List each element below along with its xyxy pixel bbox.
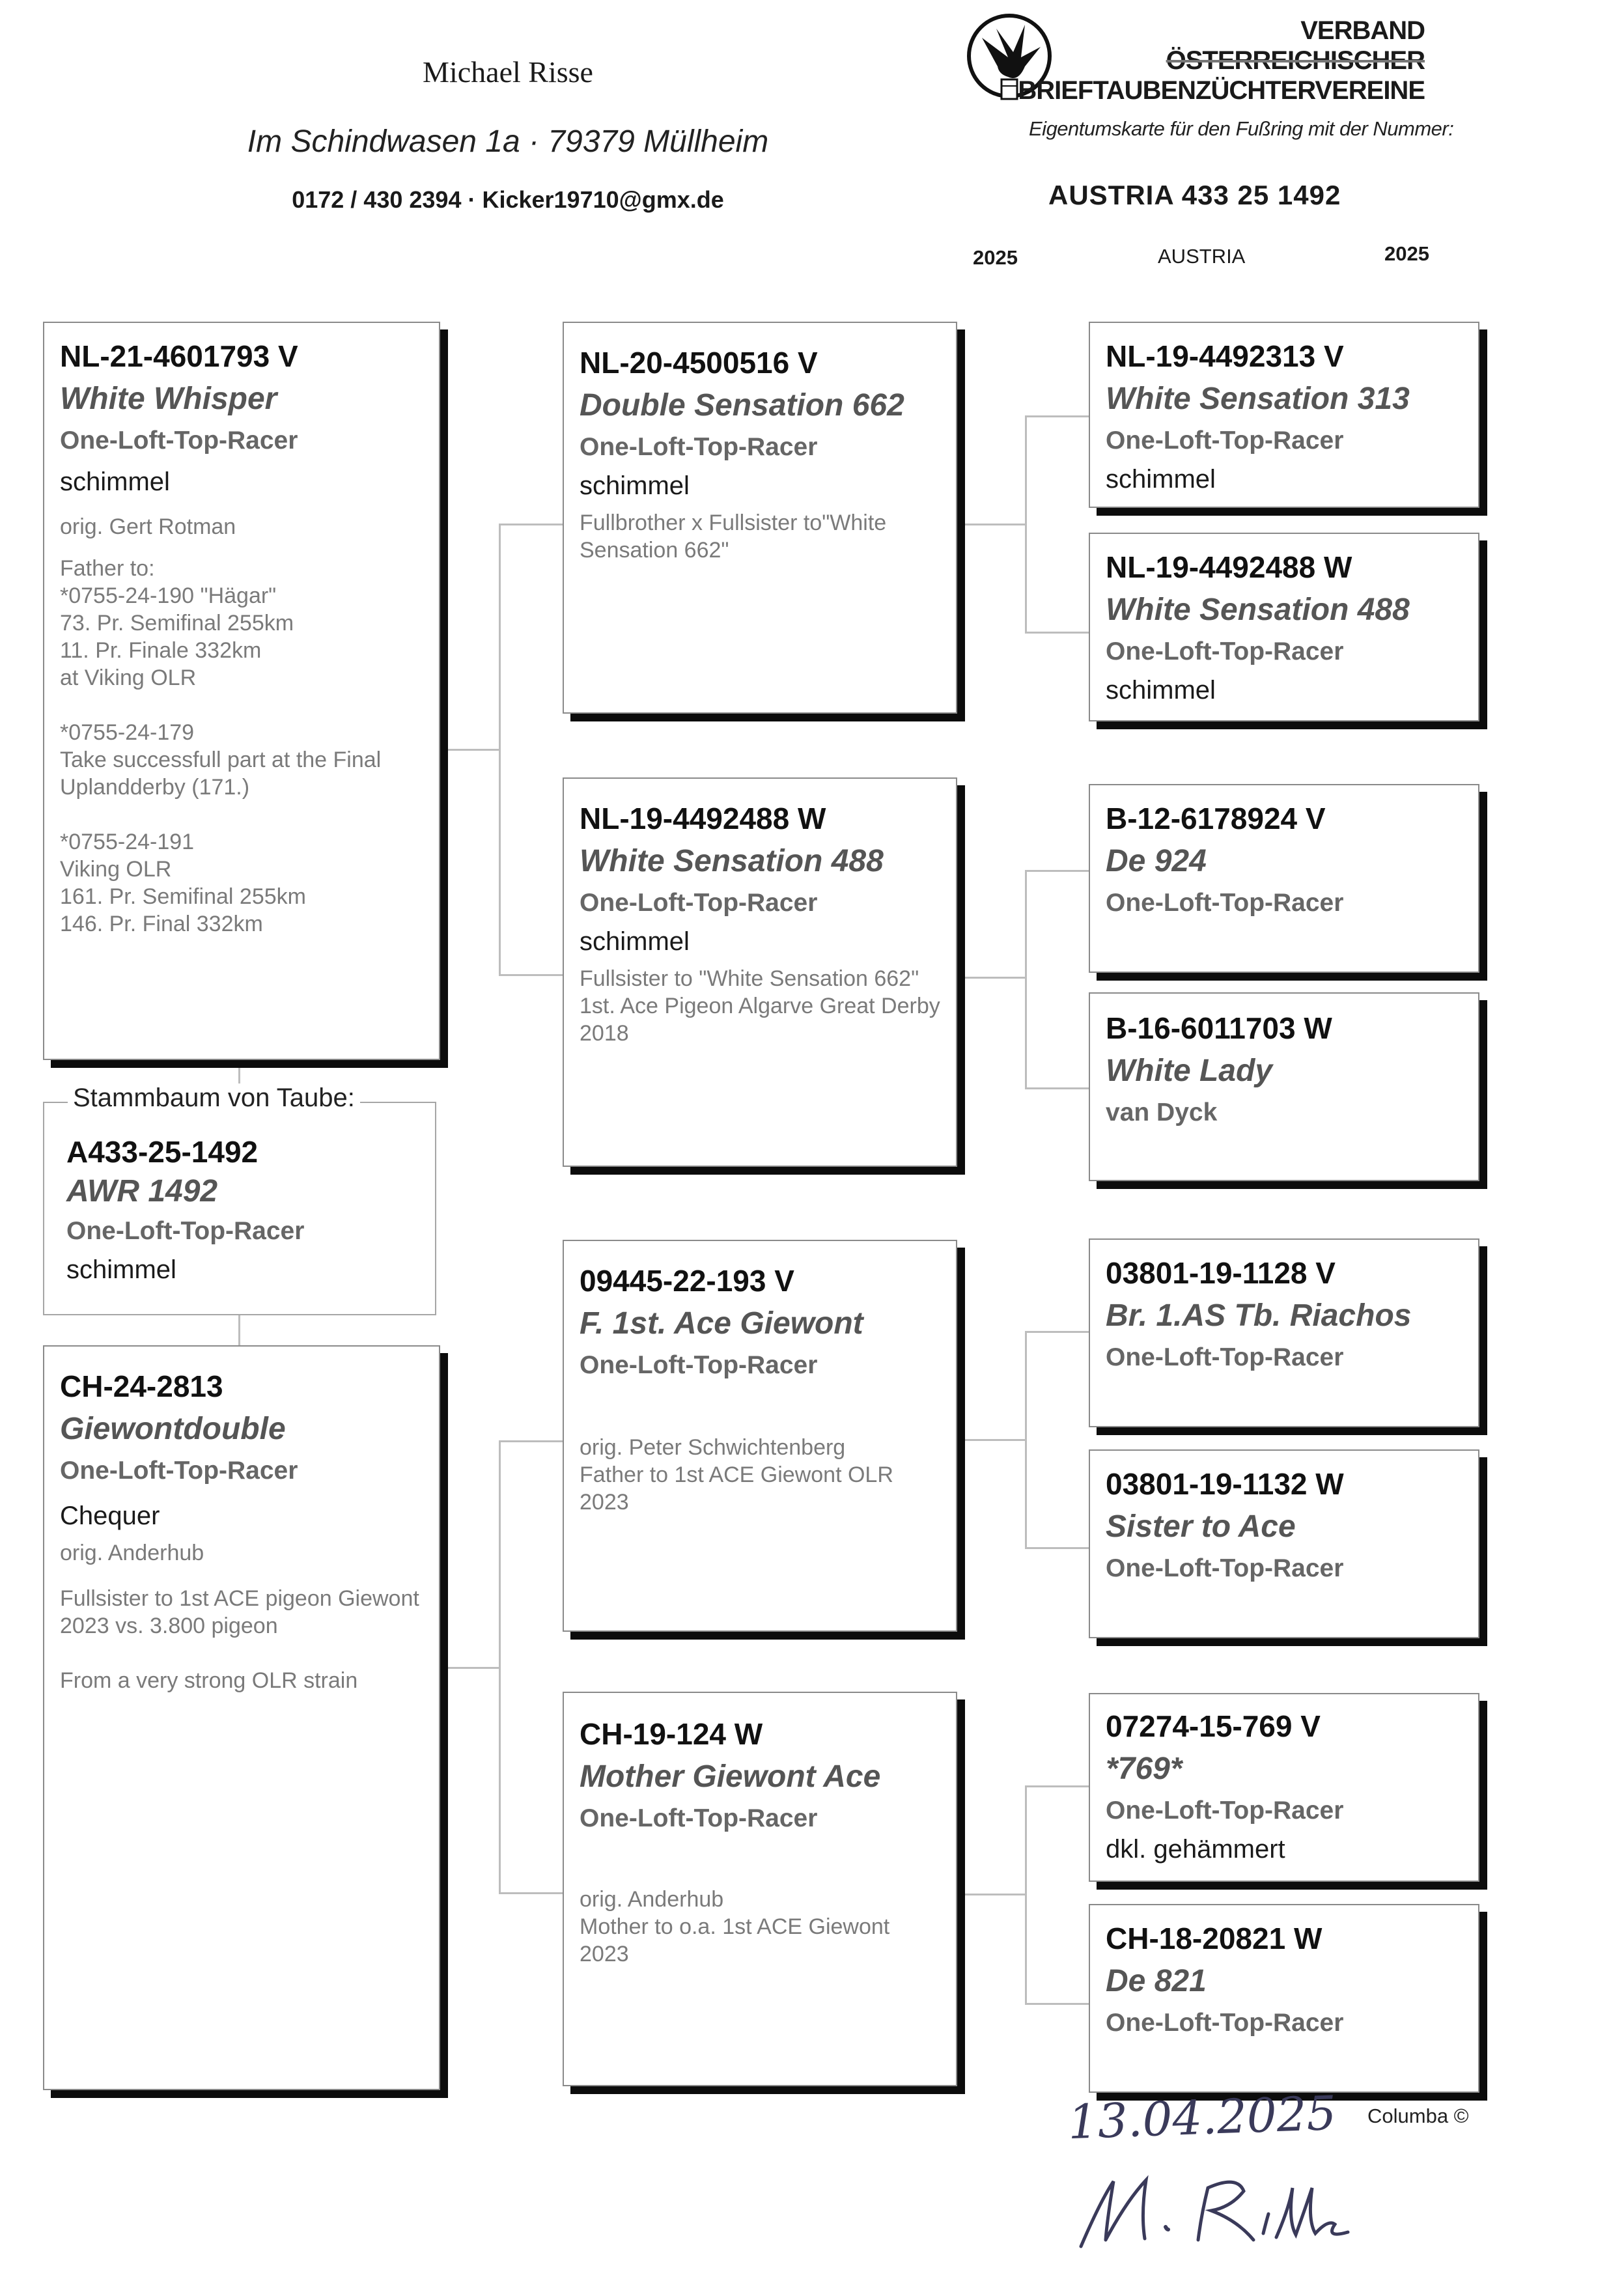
- ff-strain: One-Loft-Top-Racer: [580, 433, 818, 461]
- fff-strain: One-Loft-Top-Racer: [1106, 426, 1344, 454]
- mm-ring: CH-19-124 W: [580, 1717, 763, 1751]
- owner-address: Im Schindwasen 1a · 79379 Müllheim: [247, 124, 769, 159]
- owner-name: Michael Risse: [423, 55, 593, 89]
- connector-line: [957, 977, 1026, 979]
- father-color: schimmel: [60, 468, 170, 496]
- mother-ring: CH-24-2813: [60, 1369, 223, 1403]
- ggp-mmf-card: [1089, 1693, 1479, 1882]
- father-card: [43, 322, 440, 1060]
- mf-notes: orig. Peter Schwichtenberg Father to 1st ACE Giewont OLR 2023: [580, 1435, 893, 1515]
- grandfather-maternal-card: [563, 1240, 957, 1632]
- grandmother-paternal-card: [563, 777, 957, 1167]
- connector-line: [1025, 1087, 1089, 1089]
- mmf-color: dkl. gehämmert: [1106, 1835, 1285, 1864]
- fmf-ring: B-12-6178924 V: [1106, 802, 1326, 835]
- mother-color: Chequer: [60, 1502, 160, 1530]
- fm-notes: Fullsister to "White Sensation 662" 1st. Ace Pigeon Algarve Great Derby 2018: [580, 966, 940, 1046]
- year-left: 2025: [973, 246, 1018, 269]
- fmm-strain: van Dyck: [1106, 1098, 1218, 1126]
- fff-ring: NL-19-4492313 V: [1106, 339, 1344, 373]
- mother-strain: One-Loft-Top-Racer: [60, 1457, 298, 1485]
- pedigree-caption: Stammbaum von Taube:: [68, 1084, 360, 1113]
- ownership-card-subtitle: Eigentumskarte für den Fußring mit der Nummer:: [1029, 117, 1454, 140]
- mf-name: F. 1st. Ace Giewont: [580, 1306, 863, 1341]
- father-ring: NL-21-4601793 V: [60, 339, 298, 373]
- mm-notes: orig. Anderhub Mother to o.a. 1st ACE Giewont 2023: [580, 1887, 890, 1966]
- fff-name: White Sensation 313: [1106, 382, 1410, 416]
- mm-name: Mother Giewont Ace: [580, 1759, 881, 1794]
- connector-line: [1025, 2003, 1089, 2005]
- ggp-fmm-card: [1089, 992, 1479, 1181]
- connector-line: [1025, 1785, 1027, 2004]
- ff-notes: Fullbrother x Fullsister to"White Sensation 662": [580, 510, 887, 563]
- ff-ring: NL-20-4500516 V: [580, 346, 818, 380]
- fmf-strain: One-Loft-Top-Racer: [1106, 889, 1344, 917]
- connector-line: [957, 1894, 1026, 1895]
- father-strain: One-Loft-Top-Racer: [60, 426, 298, 454]
- ggp-mfm-card: [1089, 1449, 1479, 1638]
- ggp-ffm-card: [1089, 533, 1479, 721]
- mm-strain: One-Loft-Top-Racer: [580, 1804, 818, 1832]
- connector-line: [1025, 1785, 1089, 1787]
- mf-ring: 09445-22-193 V: [580, 1264, 794, 1298]
- connector-line: [1025, 415, 1027, 633]
- connector-line: [499, 524, 563, 525]
- ffm-name: White Sensation 488: [1106, 593, 1410, 627]
- copyright-label: Columba ©: [1367, 2104, 1469, 2127]
- connector-line: [499, 524, 501, 975]
- fff-color: schimmel: [1106, 465, 1216, 494]
- mff-ring: 03801-19-1128 V: [1106, 1256, 1336, 1290]
- connector-line: [440, 1667, 500, 1669]
- grandfather-paternal-card: [563, 322, 957, 714]
- mmm-strain: One-Loft-Top-Racer: [1106, 2009, 1344, 2037]
- association-name: [1018, 16, 1425, 105]
- father-name: White Whisper: [60, 382, 277, 416]
- mmf-name: *769*: [1106, 1752, 1183, 1786]
- mmf-ring: 07274-15-769 V: [1106, 1709, 1321, 1743]
- country-label: AUSTRIA: [1158, 245, 1246, 268]
- mfm-name: Sister to Ace: [1106, 1509, 1296, 1544]
- mff-strain: One-Loft-Top-Racer: [1106, 1343, 1344, 1371]
- connector-line: [238, 1314, 240, 1345]
- ggp-mmm-card: [1089, 1904, 1479, 2093]
- subject-box: [43, 1102, 436, 1315]
- connector-line: [440, 749, 500, 751]
- connector-line: [1025, 870, 1089, 872]
- mother-notes: Fullsister to 1st ACE pigeon Giewont 2023 vs. 3.800 pigeon From a very strong OLR strain: [60, 1586, 419, 1693]
- mfm-strain: One-Loft-Top-Racer: [1106, 1554, 1344, 1582]
- association-line-2: ÖSTERREICHISCHER: [1166, 46, 1425, 75]
- ring-number: AUSTRIA 433 25 1492: [1048, 180, 1341, 210]
- subject-ring: A433-25-1492: [66, 1135, 259, 1169]
- connector-line: [957, 1439, 1026, 1441]
- mff-name: Br. 1.AS Tb. Riachos: [1106, 1298, 1412, 1333]
- mmf-strain: One-Loft-Top-Racer: [1106, 1797, 1344, 1825]
- handwritten-signature: [1068, 2162, 1367, 2259]
- mother-name: Giewontdouble: [60, 1412, 286, 1446]
- ggp-fff-card: [1089, 322, 1479, 508]
- grandmother-maternal-card: [563, 1692, 957, 2086]
- ffm-color: schimmel: [1106, 676, 1216, 705]
- ffm-strain: One-Loft-Top-Racer: [1106, 637, 1344, 665]
- fmf-name: De 924: [1106, 844, 1207, 878]
- mmm-name: De 821: [1106, 1964, 1207, 1998]
- subject-name: AWR 1492: [66, 1174, 218, 1209]
- connector-line: [499, 1440, 501, 1894]
- father-notes: Father to: *0755-24-190 "Hägar" 73. Pr. Semifinal 255km 11. Pr. Finale 332km at Viking OLR *0755-24-179 Take successfull part at the Final Uplandderby (171.) *0755-24-191 Viking OLR 161. Pr. Semifinal 255km 146. Pr. Final 332km: [60, 556, 382, 936]
- connector-line: [499, 1440, 563, 1442]
- subject-strain: One-Loft-Top-Racer: [66, 1217, 305, 1245]
- mfm-ring: 03801-19-1132 W: [1106, 1467, 1344, 1501]
- subject-color: schimmel: [66, 1255, 176, 1284]
- ggp-fmf-card: [1089, 784, 1479, 973]
- connector-line: [499, 974, 563, 976]
- fmm-ring: B-16-6011703 W: [1106, 1011, 1332, 1045]
- association-line-3: BRIEFTAUBENZÜCHTERVEREINE: [1018, 76, 1425, 105]
- connector-line: [1025, 1331, 1089, 1333]
- connector-line: [1025, 415, 1089, 417]
- fm-ring: NL-19-4492488 W: [580, 802, 826, 835]
- ggp-mff-card: [1089, 1238, 1479, 1427]
- fmm-name: White Lady: [1106, 1054, 1273, 1088]
- owner-contact: 0172 / 430 2394 · Kicker19710@gmx.de: [292, 186, 724, 213]
- ff-color: schimmel: [580, 471, 690, 500]
- signature-date: 13.04.2025: [1067, 2085, 1337, 2150]
- ffm-ring: NL-19-4492488 W: [1106, 550, 1352, 584]
- connector-line: [1025, 870, 1027, 1089]
- mother-card: [43, 1345, 440, 2090]
- connector-line: [1025, 1547, 1089, 1549]
- association-line-1: VERBAND: [1300, 16, 1425, 45]
- fm-name: White Sensation 488: [580, 844, 884, 878]
- connector-line: [499, 1892, 563, 1894]
- connector-line: [1025, 632, 1089, 634]
- mmm-ring: CH-18-20821 W: [1106, 1922, 1323, 1955]
- fm-color: schimmel: [580, 927, 690, 956]
- mf-strain: One-Loft-Top-Racer: [580, 1351, 818, 1379]
- year-right: 2025: [1384, 242, 1429, 265]
- connector-line: [957, 524, 1026, 525]
- ff-name: Double Sensation 662: [580, 388, 904, 423]
- fm-strain: One-Loft-Top-Racer: [580, 889, 818, 917]
- mother-origin: orig. Anderhub: [60, 1541, 204, 1565]
- father-origin: orig. Gert Rotman: [60, 514, 236, 539]
- connector-line: [1025, 1331, 1027, 1548]
